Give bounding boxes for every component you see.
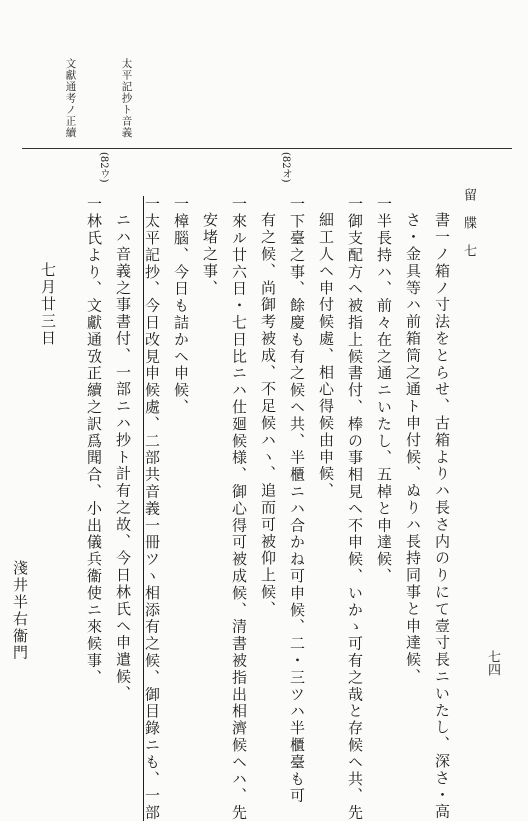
- side-note-2: 文獻通考ノ正續: [64, 58, 77, 139]
- body-line-1: 書一ノ箱ノ寸法をとらせ、古箱よりハ長さ内のりにて壹寸長ニいたし、深さ・高: [433, 212, 451, 821]
- body-line-9: 安堵之事、: [201, 212, 219, 297]
- body-line-3: 一半長持ハ、前々在之通ニいたし、五棹と申達候、: [375, 196, 393, 585]
- signature: 淺井半右衞門: [11, 560, 29, 662]
- running-header: 留 牒 七: [461, 188, 476, 258]
- body-line-5: 細工人ヘ申付候處、相心得候由申候、: [317, 212, 335, 500]
- body-line-12: ニハ音義之事書付、一部ニハ抄ト計有之故、今日林氏ヘ申遣候、: [114, 212, 132, 703]
- body-line-4: 一御支配方ヘ被指上候書付、棒の事相見ヘ不申候、いかゝ可有之哉と存候ヘ共、先: [346, 196, 364, 821]
- page-number: 七四: [485, 650, 500, 676]
- body-line-6: 一下臺之事、餘慶も有之候ヘ共、半櫃ニハ合かね可申候、二・三ツハ半櫃臺も可: [288, 196, 306, 805]
- folio-mark-right: (82オ): [280, 152, 291, 183]
- body-line-11: 一太平記抄、今日改見申候處、二部共音義一冊ツヽ相添有之候、御目錄ニも、一部: [143, 196, 161, 821]
- folio-mark-left: (82ウ): [98, 152, 109, 183]
- body-line-10: 一樟腦、今日も詰かヘ申候、: [172, 196, 190, 416]
- body-line-7: 有之候、尚御考被成、不足候ハヽ、追而可被仰上候、: [259, 212, 277, 618]
- body-line-13: 一林氏より、文獻通攷正續之訳爲聞合、小出儀兵衞使ニ來候事、: [85, 196, 103, 687]
- header-rule: [22, 148, 512, 149]
- date-line: 七月廿三日: [39, 262, 57, 347]
- body-line-2: さ・金具等ハ前箱筒之通ト申付候、ぬりハ長持同事と申達候、: [404, 212, 422, 686]
- side-note-1: 太平記抄ト音義: [120, 58, 133, 139]
- body-line-8: 一來ル廿六日・七日比ニハ仕廻候様、御心得可被成候、清書被指出相濟候ヘハ、先: [230, 196, 248, 821]
